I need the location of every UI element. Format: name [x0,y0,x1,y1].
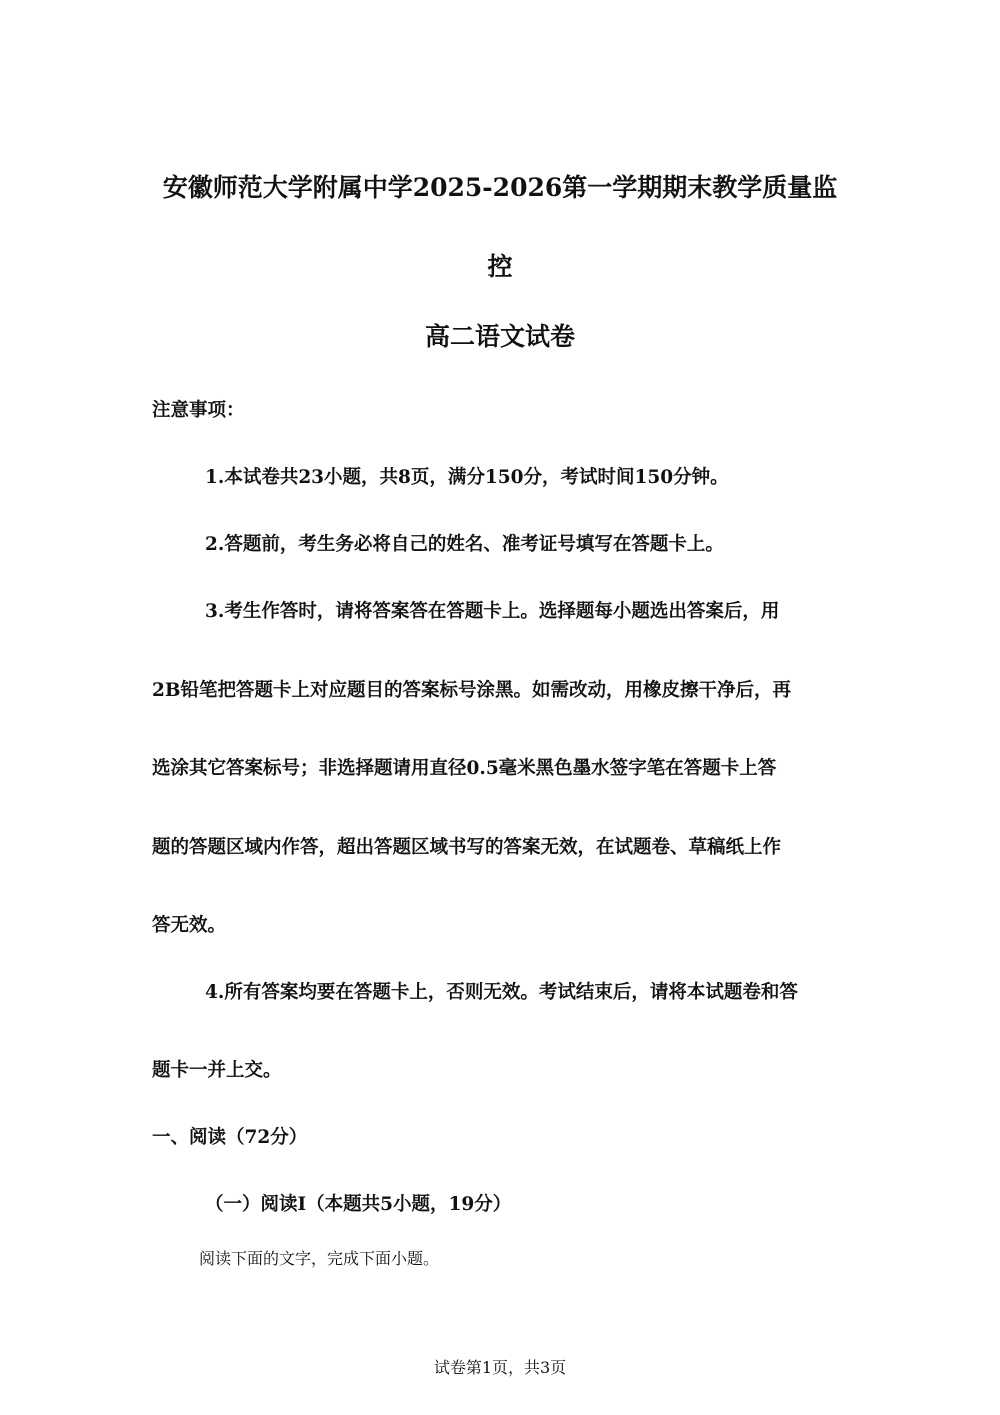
document-subtitle: 高二语文试卷 [424,322,575,351]
notice-item-3-line: 2B铅笔把答题卡上对应题目的答案标号涂黑。如需改动，用橡皮擦干净后，再 [152,680,792,701]
document-title-line-1: 安徽师范大学附属中学2025-2026第一学期期末教学质量监 [162,173,838,202]
page-footer: 试卷第1页，共3页 [433,1358,567,1377]
notice-item-3-line: 答无效。 [152,915,227,936]
notice-item-2: 2.答题前，考生务必将自己的姓名、准考证号填写在答题卡上。 [205,534,724,555]
notice-item-3-line: 题的答题区域内作答，超出答题区域书写的答案无效，在试题卷、草稿纸上作 [152,837,782,858]
notice-item-3-line: 3.考生作答时，请将答案答在答题卡上。选择题每小题选出答案后，用 [205,601,780,622]
notice-item-1: 1.本试卷共23小题，共8页，满分150分，考试时间150分钟。 [205,467,729,488]
notice-heading: 注意事项： [152,400,245,421]
notice-item-4-line: 4.所有答案均要在答题卡上，否则无效。考试结束后，请将本试题卷和答 [205,982,798,1003]
section-heading: 一、阅读（72分） [152,1127,308,1148]
reading-instruction: 阅读下面的文字，完成下面小题。 [199,1249,440,1268]
notice-item-3-line: 选涂其它答案标号；非选择题请用直径0.5毫米黑色墨水签字笔在答题卡上答 [152,758,777,779]
notice-item-4-line: 题卡一并上交。 [152,1060,282,1081]
subsection-heading: （一）阅读I（本题共5小题，19分） [205,1194,512,1215]
document-title-line-2: 控 [487,252,513,281]
